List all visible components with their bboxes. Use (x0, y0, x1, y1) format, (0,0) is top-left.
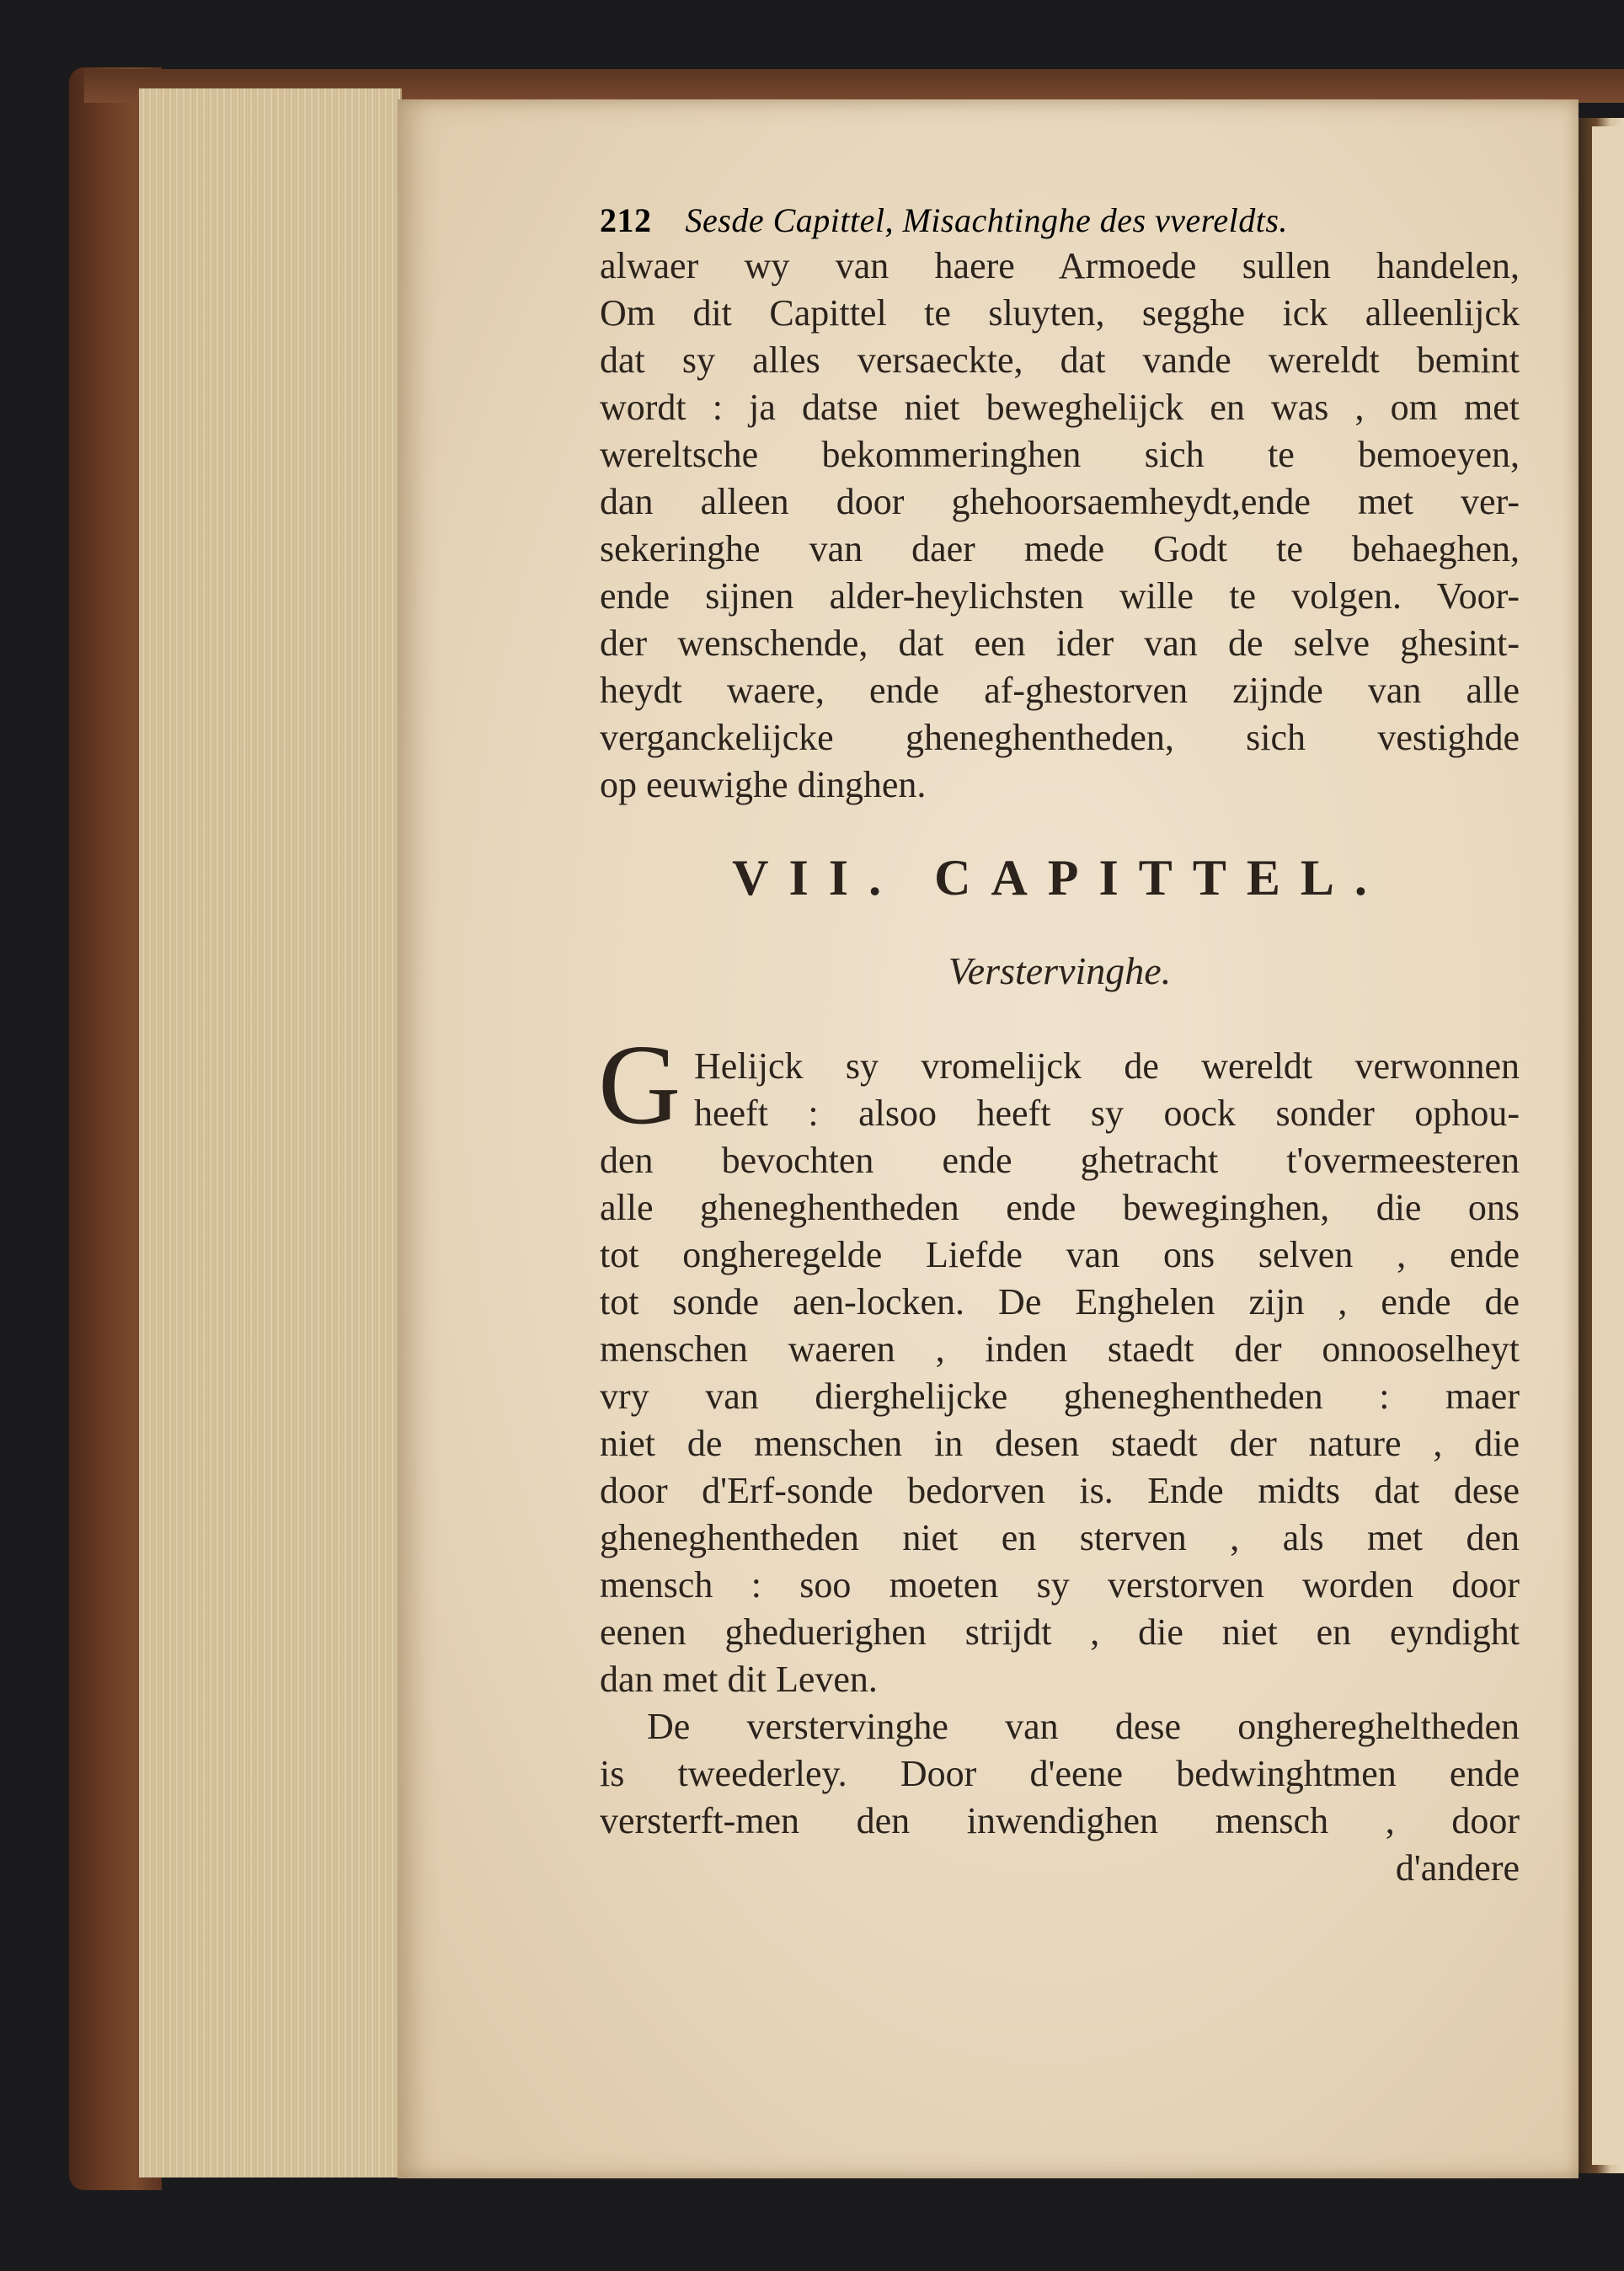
text-line: Helijck sy vromelijck de wereldt verwonnen (694, 1045, 1520, 1087)
text-line: mensch : soo moeten sy verstorven worden door (600, 1564, 1520, 1606)
text-line: verganckelijcke gheneghentheden, sich vestighde (600, 717, 1520, 758)
text-line: dan met dit Leven. (600, 1659, 878, 1700)
drop-cap: G (598, 1022, 681, 1148)
text-line: gheneghentheden niet en sterven , als met den (600, 1517, 1520, 1558)
text-line: versterft-men den inwendighen mensch , door (600, 1800, 1520, 1841)
text-line: niet de menschen in desen staedt der nature , die (600, 1423, 1520, 1464)
text-line: wordt : ja datse niet beweghelijck en was , om met (600, 387, 1520, 428)
text-line: vry van dierghelijcke gheneghentheden : maer (600, 1376, 1520, 1417)
text-line: alwaer wy van haere Armoede sullen handelen, (600, 245, 1520, 286)
text-line: dan alleen door ghehoorsaemheydt,ende met ver- (600, 481, 1520, 522)
text-line: tot sonde aen-locken. De Enghelen zijn , ende de (600, 1281, 1520, 1323)
text-line: menschen waeren , inden staedt der onnooselheyt (600, 1328, 1520, 1370)
chapter-subtitle: Verstervinghe. (948, 949, 1172, 992)
text-line: tot ongheregelde Liefde van ons selven , ende (600, 1234, 1520, 1275)
text-line: wereltsche bekommeringhen sich te bemoeyen, (600, 434, 1520, 475)
text-line: is tweederley. Door d'eene bedwinghtmen ende (600, 1753, 1520, 1794)
catchword: d'andere (1395, 1847, 1520, 1889)
facing-page-edge (1592, 126, 1624, 2165)
page-edges (139, 88, 402, 2177)
text-line: door d'Erf-sonde bedorven is. Ende midts dat dese (600, 1470, 1520, 1511)
text-line: der wenschende, dat een ider van de selve ghesint- (600, 623, 1520, 664)
text-line: sekeringhe van daer mede Godt te behaeghen, (600, 528, 1520, 569)
text-line: De verstervinghe van dese ongheregheltheden (647, 1706, 1520, 1747)
running-head (600, 200, 1520, 240)
text-line: den bevochten ende ghetracht t'overmeesteren (600, 1140, 1520, 1181)
page-number: 212 (600, 201, 652, 239)
text-line: dat sy alles versaeckte, dat vande wereldt bemint (600, 339, 1520, 381)
text-line: eenen gheduerighen strijdt , die niet en eyndight (600, 1611, 1520, 1653)
chapter-title: VII. CAPITTEL. (732, 850, 1387, 906)
running-title: Sesde Capittel, Misachtinghe des vvereldts. (685, 201, 1288, 239)
text-line: ende sijnen alder-heylichsten wille te volgen. Voor- (600, 575, 1520, 617)
text-line: alle gheneghentheden ende beweginghen, die ons (600, 1187, 1520, 1228)
text-line: op eeuwighe dinghen. (600, 764, 927, 805)
text-line: heydt waere, ende af-ghestorven zijnde van alle (600, 670, 1520, 711)
text-line: Om dit Capittel te sluyten, segghe ick alleenlijck (600, 292, 1520, 334)
text-line: heeft : alsoo heeft sy oock sonder ophou- (694, 1093, 1520, 1134)
